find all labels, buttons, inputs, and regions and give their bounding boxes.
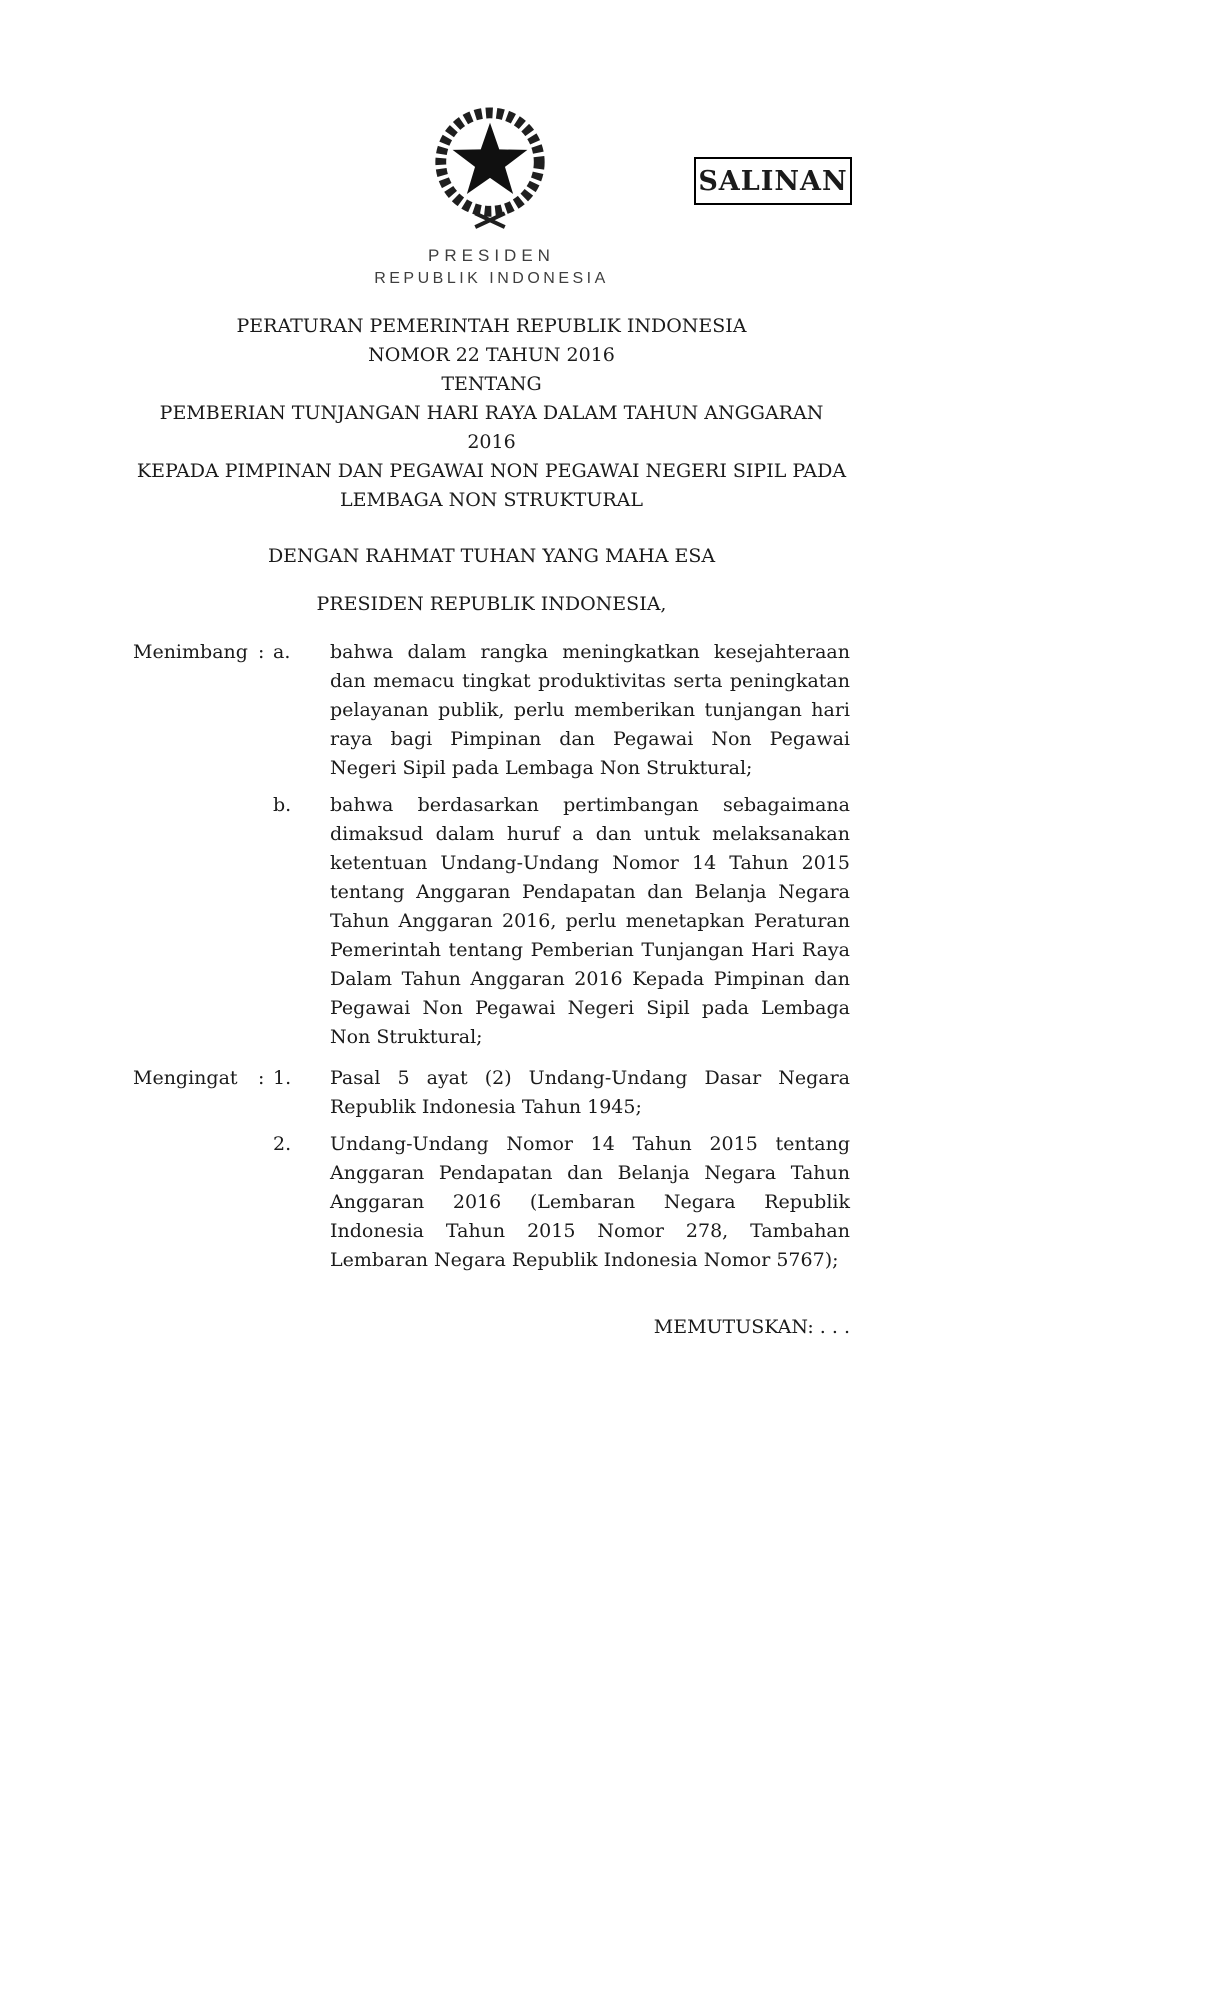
title-line-5: KEPADA PIMPINAN DAN PEGAWAI NON PEGAWAI NEGERI SIPIL PADA bbox=[136, 460, 847, 482]
document-body bbox=[133, 312, 850, 1342]
item-text-1: Pasal 5 ayat (2) Undang-Undang Dasar Negara Republik Indonesia Tahun 1945; bbox=[330, 1067, 850, 1118]
item-text-a: bahwa dalam rangka meningkatkan kesejahteraan dan memacu tingkat produktivitas serta peningkatan pelayanan publik, perlu memberikan tunjangan hari raya bagi Pimpinan dan Pegawai Non Pegawai Negeri Sipil pada Lembaga Non Struktural; bbox=[330, 641, 850, 779]
title-line-1: PERATURAN PEMERINTAH REPUBLIK INDONESIA bbox=[236, 315, 747, 337]
item-marker-a: a. bbox=[273, 641, 291, 663]
item-text-b: bahwa berdasarkan pertimbangan sebagaimana dimaksud dalam huruf a dan untuk melaksanakan ketentuan Undang-Undang Nomor 14 Tahun 2015 tentang Anggaran Pendapatan dan Belanja Negara Tahun Anggaran 2016, perlu menetapkan Peraturan Pemerintah tentang Pemberian Tunjangan Hari Raya Dalam Tahun Anggaran 2016 Kepada Pimpinan dan Pegawai Non Pegawai Negeri Sipil pada Lembaga Non Struktural; bbox=[330, 794, 850, 1048]
invocation-line: DENGAN RAHMAT TUHAN YANG MAHA ESA bbox=[267, 545, 716, 567]
letterhead-republik-indonesia: REPUBLIK INDONESIA bbox=[374, 270, 609, 287]
item-marker-b: b. bbox=[273, 794, 292, 816]
spacer bbox=[258, 791, 273, 1052]
section-colon-menimbang: : bbox=[258, 641, 265, 663]
spacer bbox=[133, 791, 258, 1052]
salinan-stamp-label: SALINAN bbox=[698, 165, 848, 197]
section-mengingat bbox=[133, 1064, 850, 1275]
item-text-2: Undang-Undang Nomor 14 Tahun 2015 tentang Anggaran Pendapatan dan Belanja Negara Tahun Anggaran 2016 (Lembaran Negara Republik Indonesia Tahun 2015 Nomor 278, Tambahan Lembaran Negara Republik Indonesia Nomor 5767); bbox=[330, 1133, 850, 1271]
authority-line: PRESIDEN REPUBLIK INDONESIA, bbox=[316, 593, 667, 615]
letterhead-presiden: PRESIDEN bbox=[428, 246, 555, 265]
continuation-line: MEMUTUSKAN: . . . bbox=[653, 1316, 850, 1338]
letterhead bbox=[133, 246, 850, 288]
title-block bbox=[133, 312, 850, 515]
section-menimbang bbox=[133, 638, 850, 1052]
presidential-emblem-icon bbox=[426, 102, 554, 236]
spacer bbox=[133, 1130, 258, 1275]
title-line-6: LEMBAGA NON STRUKTURAL bbox=[340, 489, 643, 511]
presidential-emblem-svg bbox=[426, 102, 554, 236]
spacer bbox=[258, 1130, 273, 1275]
title-line-4: PEMBERIAN TUNJANGAN HARI RAYA DALAM TAHUN ANGGARAN 2016 bbox=[159, 402, 824, 453]
salinan-stamp bbox=[694, 157, 852, 205]
title-line-3: TENTANG bbox=[441, 373, 542, 395]
section-label-menimbang: Menimbang bbox=[133, 641, 248, 663]
item-marker-1: 1. bbox=[273, 1067, 292, 1089]
section-colon-mengingat: : bbox=[258, 1067, 265, 1089]
star-icon bbox=[453, 123, 528, 194]
item-marker-2: 2. bbox=[273, 1133, 292, 1155]
section-label-mengingat: Mengingat bbox=[133, 1067, 238, 1089]
title-line-2: NOMOR 22 TAHUN 2016 bbox=[368, 344, 615, 366]
